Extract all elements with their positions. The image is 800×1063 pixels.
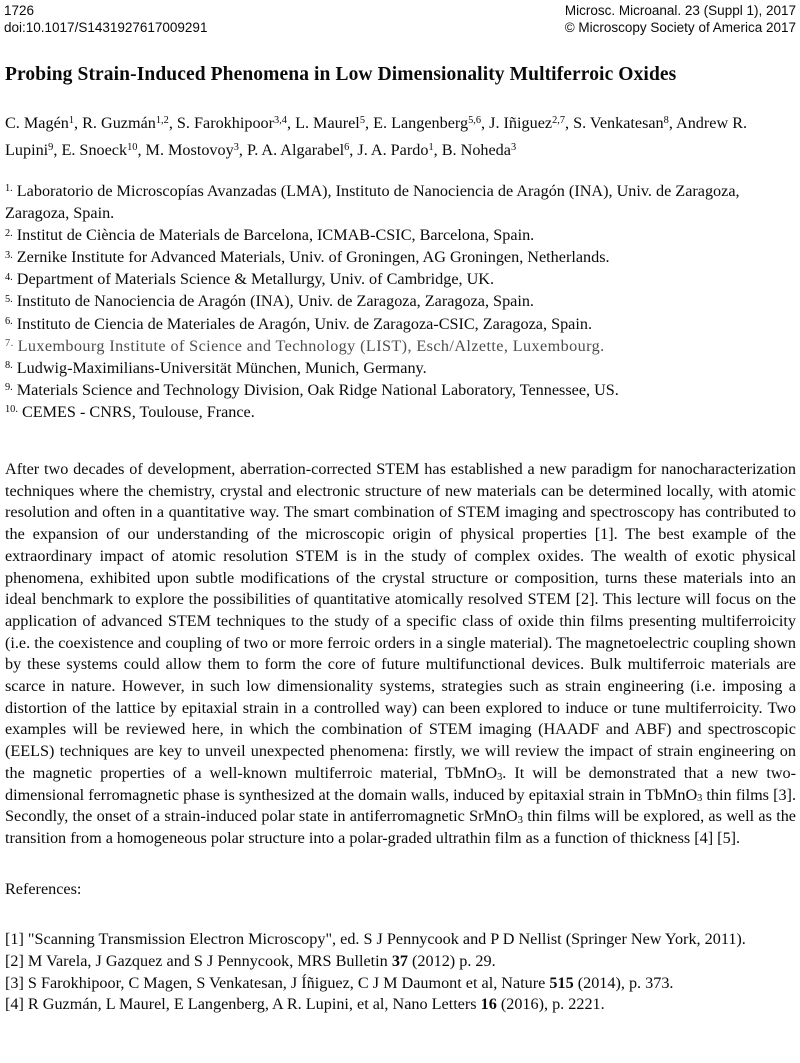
affiliation-list [5, 180, 796, 423]
doi-line: doi:10.1017/S1431927617009291 [4, 19, 208, 35]
affiliation-text: Institut de Ciència de Materials de Barcelona, ICMAB-CSIC, Barcelona, Spain. [16, 226, 535, 245]
affiliation-item [5, 268, 796, 290]
affiliation-text: Department of Materials Science & Metallurgy, Univ. of Cambridge, UK. [16, 270, 495, 289]
affiliation-marker: 7. [5, 338, 14, 349]
affiliation-item [5, 246, 796, 268]
affiliation-item [5, 379, 796, 401]
affiliation-item [5, 357, 796, 379]
affiliation-marker: 1. [5, 183, 13, 195]
copyright-line: © Microscopy Society of America 2017 [564, 19, 796, 35]
affiliation-marker: 2. [5, 227, 13, 239]
affiliation-item [5, 335, 796, 357]
reference-list [5, 929, 796, 1017]
affiliation-text: Zernike Institute for Advanced Materials, Univ. of Groningen, AG Groningen, Netherlands. [16, 248, 610, 267]
affiliation-marker: 9. [5, 382, 13, 394]
header-right [565, 3, 796, 36]
affiliation-text: Laboratorio de Microscopías Avanzadas (LMA), Instituto de Nanociencia de Aragón (INA), Univ. de Zaragoza, Zaragoza, Spain. [5, 182, 740, 223]
reference-item: [3] S Farokhipoor, C Magen, S Venkatesan, J Íñiguez, C J M Daumont et al, Nature 515 (2014), p. 373. [5, 973, 674, 992]
references-heading: References: [5, 879, 82, 898]
reference-item: [1] "Scanning Transmission Electron Microscopy", ed. S J Pennycook and P D Nellist (Springer New York, 2011). [5, 929, 746, 948]
affiliation-item [5, 290, 796, 312]
page-number: 1726 [4, 3, 35, 18]
affiliation-text: Instituto de Ciencia de Materiales de Aragón, Univ. de Zaragoza-CSIC, Zaragoza, Spain. [16, 314, 592, 333]
affiliation-text: Luxembourg Institute of Science and Technology (LIST), Esch/Alzette, Luxembourg. [17, 336, 605, 355]
affiliation-marker: 4. [5, 271, 13, 283]
affiliation-text: Ludwig-Maximilians-Universität München, Munich, Germany. [16, 358, 427, 377]
journal-citation: Microsc. Microanal. 23 (Suppl 1), 2017 [564, 3, 796, 18]
affiliation-marker: 5. [5, 293, 13, 305]
reference-item: [2] M Varela, J Gazquez and S J Pennycook, MRS Bulletin 37 (2012) p. 29. [5, 951, 496, 970]
affiliation-marker: 10. [5, 404, 18, 416]
author-list: C. Magén$^1$, R. Guzmán$^{1,2}$, S. Farokhipoor$^{3,4}$, L. Maurel$^5$, E. Langenberg$^{5,6}$, J. Iñiguez$^{2,7}$, S. Venkatesan$^8$, Andrew R. Lupini$^9$, E. Snoeck$^{10}$, M. Mostovoy$^3$, P. A. Algarabel$^6$, J. A. Pardo$^1$, B. Noheda$^3$ [5, 114, 748, 159]
affiliation-marker: 8. [5, 360, 13, 372]
affiliation-item [5, 313, 796, 335]
page-header [4, 3, 796, 36]
header-left [4, 3, 207, 36]
affiliation-marker: 3. [5, 249, 13, 261]
affiliation-marker: 6. [5, 315, 13, 327]
affiliation-item [5, 224, 796, 246]
paper-title: Probing Strain-Induced Phenomena in Low Dimensionality Multiferroic Oxides [5, 64, 677, 85]
affiliation-text: CEMES - CNRS, Toulouse, France. [21, 402, 255, 421]
abstract-paragraph: After two decades of development, aberration-corrected STEM has established a new paradigm for nanocharacterization techniques where the chemistry, crystal and electronic structure of new materials can be determined locally, with atomic resolution and often in a quantitative way. The smart combination of STEM imaging and spectroscopy has contributed to the expansion of our understanding of the microscopic origin of physical properties [1]. The best example of the extraordinary impact of atomic resolution STEM is in the study of complex oxides. The wealth of exotic physical phenomena, exhibited upon subtle modifications of the crystal structure or composition, turns these materials into an ideal benchmark to explore the possibilities of quantitative atomically resolved STEM [2]. This lecture will focus on the application of advanced STEM techniques to the study of a specific class of oxide thin films presenting multiferroicity (i.e. the coexistence and coupling of two or more ferroic orders in a single material). The magnetoelectric coupling shown by these systems could allow them to form the core of future multifunctional devices. Bulk multiferroic materials are scarce in nature. However, in such low dimensionality systems, strategies such as strain engineering (i.e. imposing a distortion of the lattice by epitaxial strain in a controlled way) can been explored to induce or tune multiferroicity. Two examples will be reviewed here, in which the combination of STEM imaging (HAADF and ABF) and spectroscopic (EELS) techniques are key to unveil unexpected phenomena: firstly, we will review the impact of strain engineering on the magnetic properties of a well-known multiferroic material, TbMnO$_3$. It will be demonstrated that a new two-dimensional ferromagnetic phase is synthesized at the domain walls, induced by epitaxial strain in TbMnO$_3$ thin films [3]. Secondly, the onset of a strain-induced polar state in antiferromagnetic SrMnO$_3$ thin films will be explored, as well as the transition from a homogeneous polar structure into a polar-graded ultrathin film as a function of thickness [4] [5]. [5, 460, 796, 847]
affiliation-item [5, 401, 796, 423]
reference-item: [4] R Guzmán, L Maurel, E Langenberg, A R. Lupini, et al, Nano Letters 16 (2016), p. 2221. [5, 995, 605, 1014]
affiliation-text: Materials Science and Technology Division, Oak Ridge National Laboratory, Tennessee, US. [16, 380, 619, 399]
affiliation-text: Instituto de Nanociencia de Aragón (INA), Univ. de Zaragoza, Zaragoza, Spain. [16, 292, 534, 311]
affiliation-item [5, 180, 796, 224]
